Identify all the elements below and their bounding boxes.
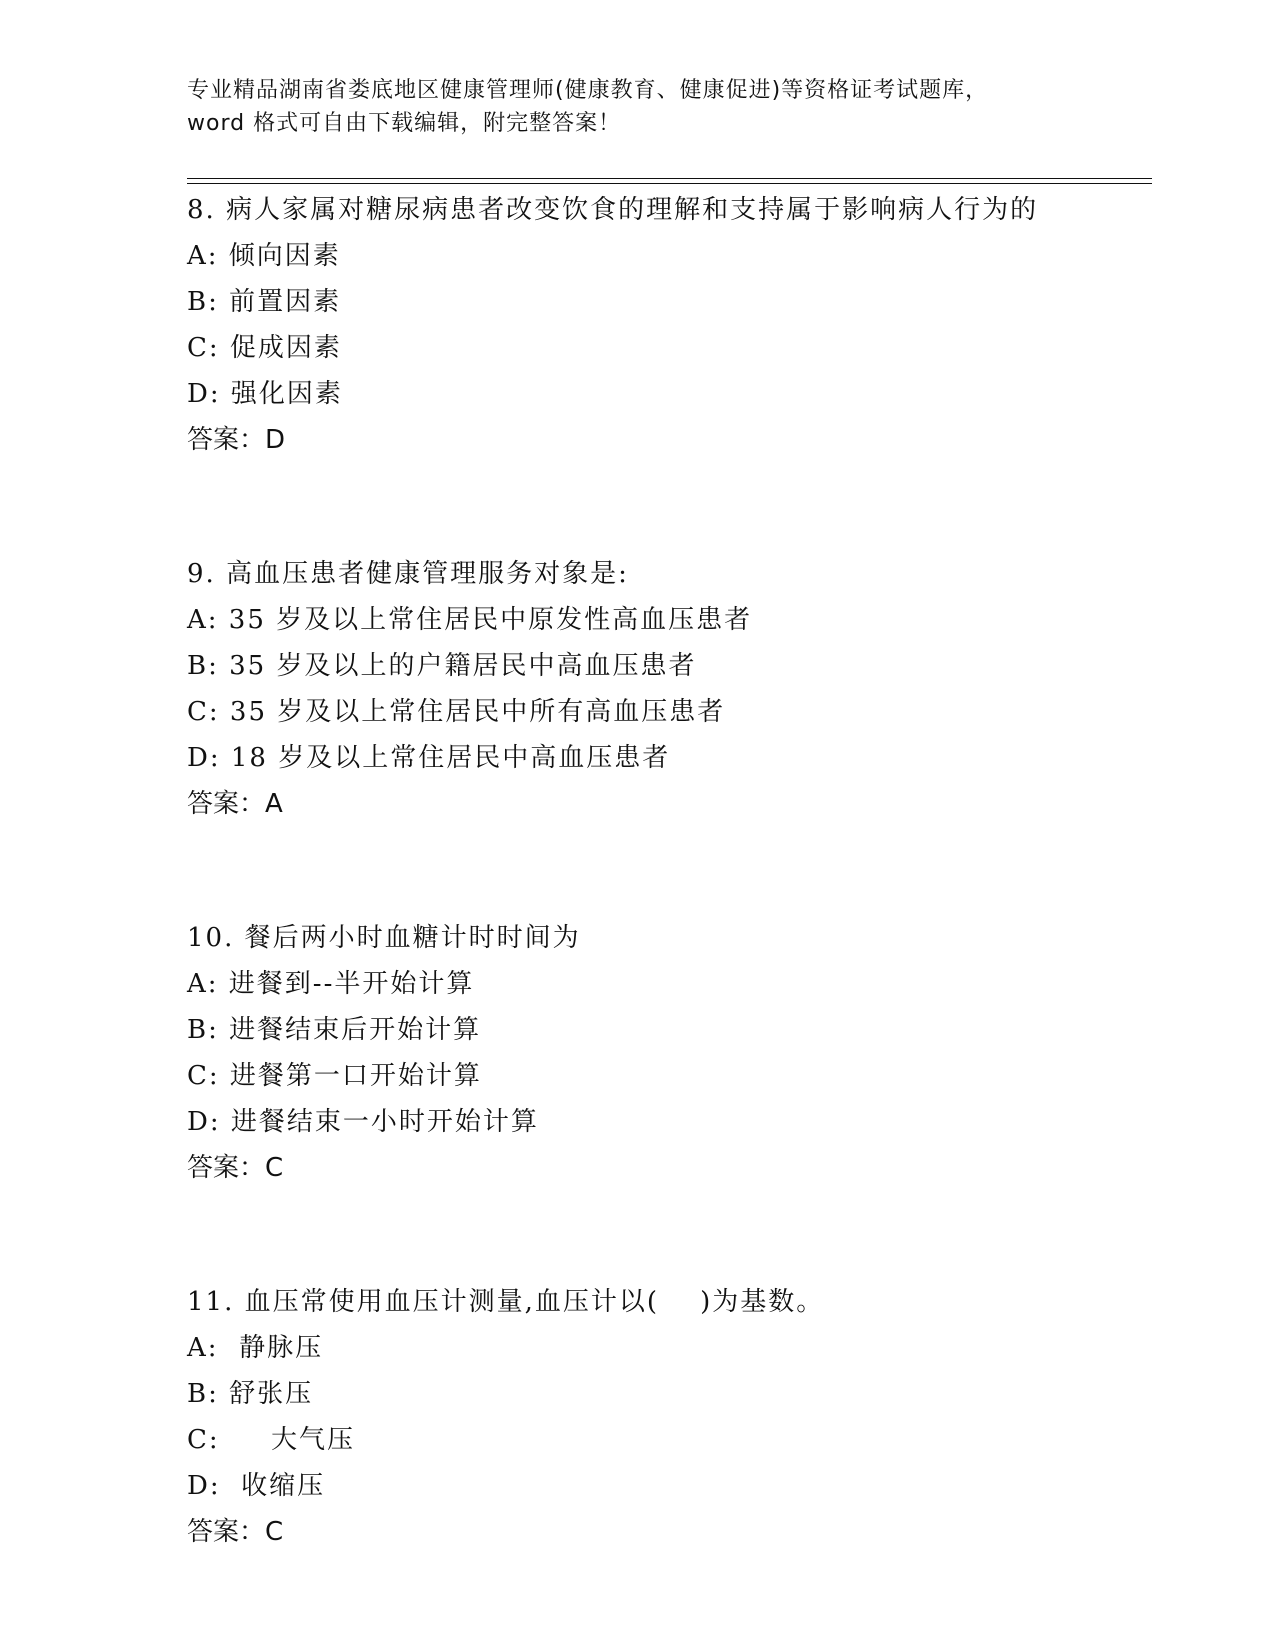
- question-stem: 9. 高血压患者健康管理服务对象是:: [187, 559, 629, 589]
- option-b: B: 舒张压: [187, 1379, 314, 1409]
- header-line-2: word 格式可自由下载编辑，附完整答案！: [187, 111, 622, 136]
- option-a: A: 倾向因素: [187, 241, 341, 271]
- question-11: [187, 1279, 1152, 1555]
- option-c: C: 进餐第一口开始计算: [187, 1061, 482, 1091]
- header-divider-top: [187, 178, 1152, 179]
- answer: 答案：A: [187, 789, 283, 819]
- option-d: D: 强化因素: [187, 379, 343, 409]
- option-a: A: 35 岁及以上常住居民中原发性高血压患者: [187, 605, 753, 635]
- option-c: C: 35 岁及以上常住居民中所有高血压患者: [187, 697, 726, 727]
- header-line-1: 专业精品湖南省娄底地区健康管理师(健康教育、健康促进)等资格证考试题库，: [187, 78, 989, 103]
- header-divider-bottom: [187, 183, 1152, 184]
- option-a: A: 进餐到--半开始计算: [187, 969, 475, 999]
- spacer: [187, 1191, 1152, 1279]
- option-c: C: 促成因素: [187, 333, 342, 363]
- question-stem: 11. 血压常使用血压计测量,血压计以( )为基数。: [187, 1287, 825, 1317]
- option-b: B: 35 岁及以上的户籍居民中高血压患者: [187, 651, 697, 681]
- option-b: B: 进餐结束后开始计算: [187, 1015, 482, 1045]
- answer: 答案：D: [187, 425, 286, 455]
- question-stem: 10. 餐后两小时血糖计时时间为: [187, 923, 581, 953]
- option-b: B: 前置因素: [187, 287, 342, 317]
- option-d: D: 18 岁及以上常住居民中高血压患者: [187, 743, 671, 773]
- question-8: [187, 187, 1152, 463]
- option-c: C: 大气压: [187, 1425, 355, 1455]
- answer: 答案：C: [187, 1517, 284, 1547]
- spacer: [187, 827, 1152, 915]
- document-header: [187, 74, 1087, 140]
- answer: 答案：C: [187, 1153, 284, 1183]
- option-d: D: 收缩压: [187, 1471, 326, 1501]
- question-list: [187, 187, 1152, 1555]
- spacer: [187, 463, 1152, 551]
- option-a: A: 静脉压: [187, 1333, 324, 1363]
- option-d: D: 进餐结束一小时开始计算: [187, 1107, 539, 1137]
- question-10: [187, 915, 1152, 1191]
- question-9: [187, 551, 1152, 827]
- question-stem: 8. 病人家属对糖尿病患者改变饮食的理解和支持属于影响病人行为的: [187, 195, 1039, 225]
